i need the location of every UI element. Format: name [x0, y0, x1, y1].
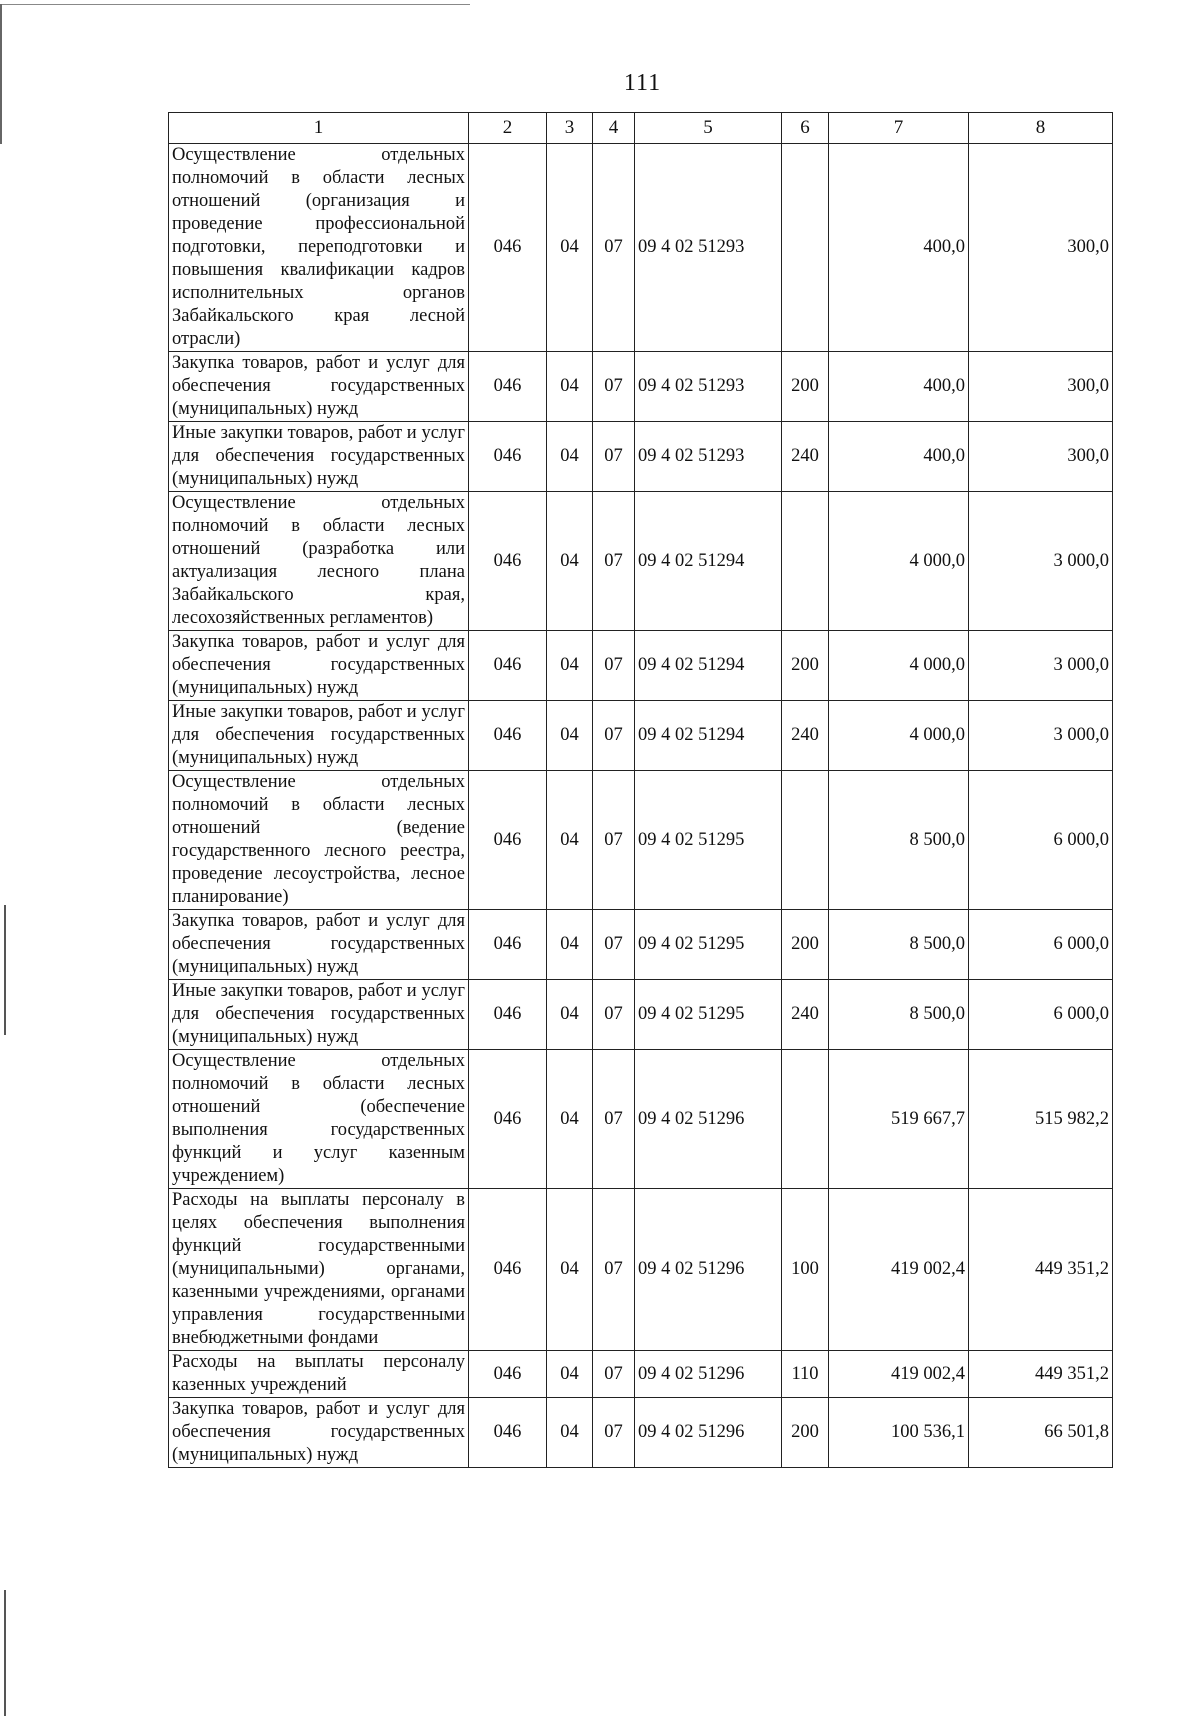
amount-year1-cell: 100 536,1 [829, 1398, 969, 1468]
row-name-cell: Закупка товаров, работ и услуг для обеспечения государственных (муниципальных) нужд [169, 352, 469, 422]
column-header: 2 [469, 113, 547, 144]
section-cell: 04 [547, 144, 593, 352]
amount-year2-cell: 3 000,0 [969, 492, 1113, 631]
section-cell: 04 [547, 1050, 593, 1189]
row-name-cell: Расходы на выплаты персоналу в целях обеспечения выполнения функций государственными (муниципальными) органами, казенными учреждениями, органами управления государственными внебюджетными фондами [169, 1189, 469, 1351]
admin-code-cell: 046 [469, 492, 547, 631]
row-name-cell: Закупка товаров, работ и услуг для обеспечения государственных (муниципальных) нужд [169, 910, 469, 980]
table-row [169, 910, 1113, 980]
expense-type-cell: 100 [782, 1189, 829, 1351]
scan-edge-left [4, 905, 6, 1035]
amount-year2-cell: 3 000,0 [969, 701, 1113, 771]
amount-year2-cell: 300,0 [969, 422, 1113, 492]
admin-code-cell: 046 [469, 144, 547, 352]
table-row [169, 980, 1113, 1050]
subsection-cell: 07 [593, 701, 635, 771]
expense-type-cell [782, 771, 829, 910]
target-article-cell: 09 4 02 51296 [635, 1189, 782, 1351]
expense-type-cell [782, 144, 829, 352]
amount-year2-cell: 449 351,2 [969, 1351, 1113, 1398]
page-number: 111 [623, 70, 662, 96]
table-row [169, 352, 1113, 422]
admin-code-cell: 046 [469, 631, 547, 701]
subsection-cell: 07 [593, 631, 635, 701]
table-row [169, 144, 1113, 352]
expense-type-cell: 200 [782, 1398, 829, 1468]
expense-type-cell: 240 [782, 422, 829, 492]
amount-year1-cell: 8 500,0 [829, 910, 969, 980]
expense-type-cell [782, 492, 829, 631]
amount-year1-cell: 4 000,0 [829, 492, 969, 631]
admin-code-cell: 046 [469, 352, 547, 422]
expense-type-cell: 240 [782, 980, 829, 1050]
table-row [169, 422, 1113, 492]
amount-year2-cell: 449 351,2 [969, 1189, 1113, 1351]
subsection-cell: 07 [593, 980, 635, 1050]
table-row [169, 492, 1113, 631]
subsection-cell: 07 [593, 492, 635, 631]
subsection-cell: 07 [593, 1050, 635, 1189]
row-name-cell: Закупка товаров, работ и услуг для обеспечения государственных (муниципальных) нужд [169, 1398, 469, 1468]
target-article-cell: 09 4 02 51293 [635, 144, 782, 352]
expense-type-cell: 200 [782, 631, 829, 701]
section-cell: 04 [547, 492, 593, 631]
expense-type-cell: 110 [782, 1351, 829, 1398]
table-row [169, 701, 1113, 771]
admin-code-cell: 046 [469, 980, 547, 1050]
section-cell: 04 [547, 422, 593, 492]
target-article-cell: 09 4 02 51295 [635, 910, 782, 980]
amount-year2-cell: 300,0 [969, 144, 1113, 352]
expense-type-cell [782, 1050, 829, 1189]
section-cell: 04 [547, 1398, 593, 1468]
target-article-cell: 09 4 02 51296 [635, 1351, 782, 1398]
subsection-cell: 07 [593, 1351, 635, 1398]
column-header: 6 [782, 113, 829, 144]
scan-edge-top [0, 4, 470, 5]
section-cell: 04 [547, 352, 593, 422]
target-article-cell: 09 4 02 51295 [635, 771, 782, 910]
amount-year1-cell: 8 500,0 [829, 980, 969, 1050]
table-row [169, 771, 1113, 910]
amount-year1-cell: 419 002,4 [829, 1351, 969, 1398]
row-name-cell: Закупка товаров, работ и услуг для обеспечения государственных (муниципальных) нужд [169, 631, 469, 701]
amount-year2-cell: 6 000,0 [969, 771, 1113, 910]
header-row [169, 113, 1113, 144]
amount-year1-cell: 400,0 [829, 422, 969, 492]
subsection-cell: 07 [593, 422, 635, 492]
section-cell: 04 [547, 910, 593, 980]
admin-code-cell: 046 [469, 771, 547, 910]
admin-code-cell: 046 [469, 701, 547, 771]
section-cell: 04 [547, 980, 593, 1050]
table-row [169, 1050, 1113, 1189]
admin-code-cell: 046 [469, 1351, 547, 1398]
admin-code-cell: 046 [469, 1050, 547, 1189]
column-header: 5 [635, 113, 782, 144]
amount-year1-cell: 4 000,0 [829, 631, 969, 701]
amount-year1-cell: 400,0 [829, 144, 969, 352]
amount-year2-cell: 66 501,8 [969, 1398, 1113, 1468]
amount-year2-cell: 300,0 [969, 352, 1113, 422]
admin-code-cell: 046 [469, 1398, 547, 1468]
subsection-cell: 07 [593, 1189, 635, 1351]
table-row [169, 1351, 1113, 1398]
expense-type-cell: 240 [782, 701, 829, 771]
row-name-cell: Иные закупки товаров, работ и услуг для обеспечения государственных (муниципальных) нужд [169, 422, 469, 492]
row-name-cell: Осуществление отдельных полномочий в области лесных отношений (разработка или актуализация лесного плана Забайкальского края, лесохозяйственных регламентов) [169, 492, 469, 631]
admin-code-cell: 046 [469, 1189, 547, 1351]
scan-edge-left [4, 1590, 6, 1716]
table-row [169, 631, 1113, 701]
column-header: 1 [169, 113, 469, 144]
expense-type-cell: 200 [782, 910, 829, 980]
target-article-cell: 09 4 02 51294 [635, 631, 782, 701]
amount-year1-cell: 8 500,0 [829, 771, 969, 910]
row-name-cell: Осуществление отдельных полномочий в области лесных отношений (организация и проведение профессиональной подготовки, переподготовки и повышения квалификации кадров исполнительных органов Забайкальского края лесной отрасли) [169, 144, 469, 352]
table-body [169, 144, 1113, 1468]
target-article-cell: 09 4 02 51296 [635, 1398, 782, 1468]
amount-year1-cell: 519 667,7 [829, 1050, 969, 1189]
column-header: 3 [547, 113, 593, 144]
expense-type-cell: 200 [782, 352, 829, 422]
section-cell: 04 [547, 1189, 593, 1351]
row-name-cell: Расходы на выплаты персоналу казенных учреждений [169, 1351, 469, 1398]
budget-table [168, 112, 1113, 1468]
section-cell: 04 [547, 631, 593, 701]
subsection-cell: 07 [593, 352, 635, 422]
amount-year2-cell: 515 982,2 [969, 1050, 1113, 1189]
section-cell: 04 [547, 1351, 593, 1398]
column-header: 4 [593, 113, 635, 144]
amount-year1-cell: 4 000,0 [829, 701, 969, 771]
target-article-cell: 09 4 02 51293 [635, 352, 782, 422]
target-article-cell: 09 4 02 51293 [635, 422, 782, 492]
target-article-cell: 09 4 02 51294 [635, 701, 782, 771]
target-article-cell: 09 4 02 51296 [635, 1050, 782, 1189]
target-article-cell: 09 4 02 51295 [635, 980, 782, 1050]
row-name-cell: Иные закупки товаров, работ и услуг для обеспечения государственных (муниципальных) нужд [169, 980, 469, 1050]
subsection-cell: 07 [593, 1398, 635, 1468]
target-article-cell: 09 4 02 51294 [635, 492, 782, 631]
admin-code-cell: 046 [469, 422, 547, 492]
amount-year2-cell: 6 000,0 [969, 980, 1113, 1050]
amount-year1-cell: 400,0 [829, 352, 969, 422]
row-name-cell: Иные закупки товаров, работ и услуг для обеспечения государственных (муниципальных) нужд [169, 701, 469, 771]
subsection-cell: 07 [593, 144, 635, 352]
table-row [169, 1398, 1113, 1468]
row-name-cell: Осуществление отдельных полномочий в области лесных отношений (обеспечение выполнения государственных функций и услуг казенным учреждением) [169, 1050, 469, 1189]
subsection-cell: 07 [593, 910, 635, 980]
subsection-cell: 07 [593, 771, 635, 910]
column-header: 7 [829, 113, 969, 144]
section-cell: 04 [547, 701, 593, 771]
column-header: 8 [969, 113, 1113, 144]
table-row [169, 1189, 1113, 1351]
admin-code-cell: 046 [469, 910, 547, 980]
amount-year2-cell: 6 000,0 [969, 910, 1113, 980]
section-cell: 04 [547, 771, 593, 910]
amount-year2-cell: 3 000,0 [969, 631, 1113, 701]
amount-year1-cell: 419 002,4 [829, 1189, 969, 1351]
row-name-cell: Осуществление отдельных полномочий в области лесных отношений (ведение государственного лесного реестра, проведение лесоустройства, лесное планирование) [169, 771, 469, 910]
